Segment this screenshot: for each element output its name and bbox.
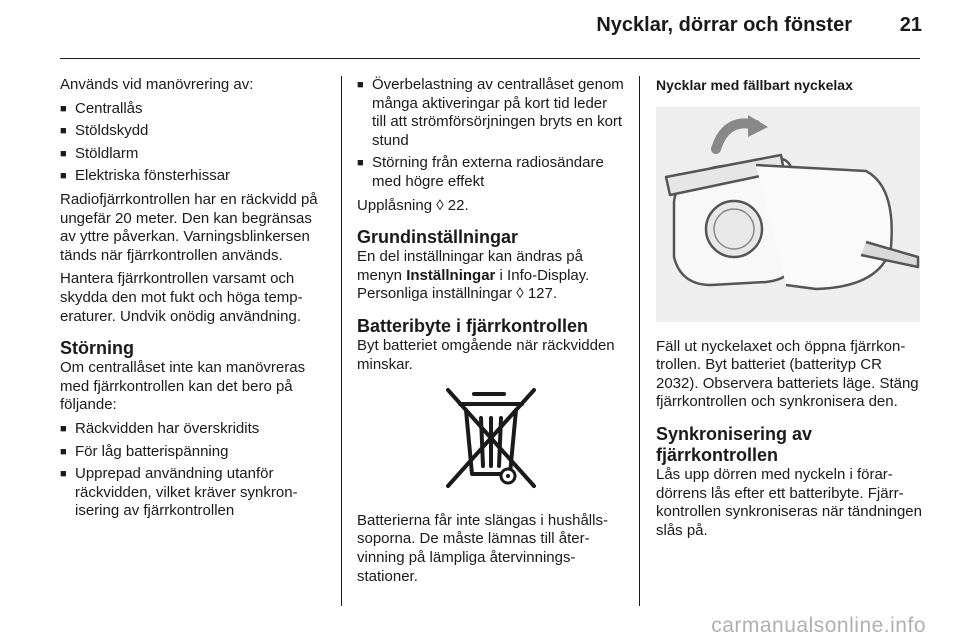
list-item: ■ Störning från externa radiosändare med högre effekt bbox=[357, 154, 625, 191]
sync-heading: Synkronisering av fjärrkontrollen bbox=[656, 423, 813, 465]
list-item: ■ Stöldlarm bbox=[60, 145, 330, 164]
battery-paragraph: Byt batteriet omgående när räckvidden minskar. bbox=[357, 336, 615, 373]
sync-paragraph: Lås upp dörren med nyckeln i förardörrens lås efter ett batteribyte. Fjärrkontrollen synkroniseras när tändningen slås på. bbox=[656, 465, 922, 539]
page-number: 21 bbox=[899, 14, 922, 36]
fault-heading: Störning bbox=[60, 338, 134, 359]
list-item: ■ Centrallås bbox=[60, 100, 330, 119]
battery-heading: Batteribyte i fjärrkontrollen bbox=[357, 315, 589, 336]
uses-list bbox=[60, 100, 330, 186]
settings-menu-name: Inställningar bbox=[406, 266, 496, 284]
fold-key-paragraph: Fäll ut nyckelaxet och öppna fjärrkontrollen. Byt batteriet (batterityp CR 2032). Observera batteriets läge. Stäng fjärrkontrollen och synkronisera den. bbox=[656, 337, 919, 411]
header-rule bbox=[60, 58, 920, 59]
list-item: ■ Stöldskydd bbox=[60, 122, 330, 141]
range-paragraph: Radiofjärrkontrollen har en räckvidd på ungefär 20 meter. Den kan begränsas av yttre påverkan. Varningsblinkersen tänds när fjärrkontrollen används. bbox=[60, 190, 318, 264]
column-divider-1 bbox=[341, 76, 342, 606]
disposal-paragraph: Batterierna får inte slängas i hushållssoporna. De måste lämnas till återvinning på lämpliga återvinningsstationer. bbox=[357, 511, 608, 585]
fold-key-heading: Nycklar med fällbart nyckelax bbox=[656, 77, 853, 93]
page-title: Nycklar, dörrar och fönster bbox=[596, 14, 852, 36]
fault-list-continued bbox=[357, 76, 625, 192]
key-battery-figure bbox=[656, 107, 920, 322]
list-item: ■ Räckvidden har överskridits bbox=[60, 420, 330, 439]
watermark: carmanualsonline.info bbox=[711, 614, 926, 637]
unlock-reference: Upplåsning ◊ 22. bbox=[357, 196, 469, 214]
fault-list bbox=[60, 420, 330, 521]
fault-intro: Om centrallåset inte kan manövreras med fjärrkontrollen kan det bero på följande: bbox=[60, 359, 306, 414]
settings-text-2: i Info-Display. Personliga inställningar ◊ 127. bbox=[357, 266, 590, 303]
settings-heading: Grundinställningar bbox=[357, 227, 519, 248]
crossed-out-bin-icon bbox=[357, 384, 625, 498]
column-1 bbox=[60, 76, 330, 526]
list-item: ■ Upprepad användning utanför räckvidden, vilket kräver synkronisering av fjärrkontrollen bbox=[60, 465, 330, 521]
settings-paragraph bbox=[357, 248, 625, 304]
folding-key-illustration bbox=[656, 107, 920, 322]
list-item: ■ För låg batterispänning bbox=[60, 443, 330, 462]
column-3 bbox=[656, 76, 924, 545]
column-divider-2 bbox=[639, 76, 640, 606]
uses-intro: Används vid manövrering av: bbox=[60, 76, 254, 93]
care-paragraph: Hantera fjärrkontrollen varsamt och skydda den mot fukt och höga temperaturer. Undvik onödig användning. bbox=[60, 270, 303, 325]
column-2 bbox=[357, 76, 625, 591]
settings-text-1: En del inställningar kan ändras på menyn bbox=[357, 248, 583, 284]
list-item: ■ Överbelastning av centrallåset genom många aktiveringar på kort tid leder till att strömförsörjningen bryts en kort stund bbox=[357, 76, 625, 150]
list-item: ■ Elektriska fönsterhissar bbox=[60, 167, 330, 186]
